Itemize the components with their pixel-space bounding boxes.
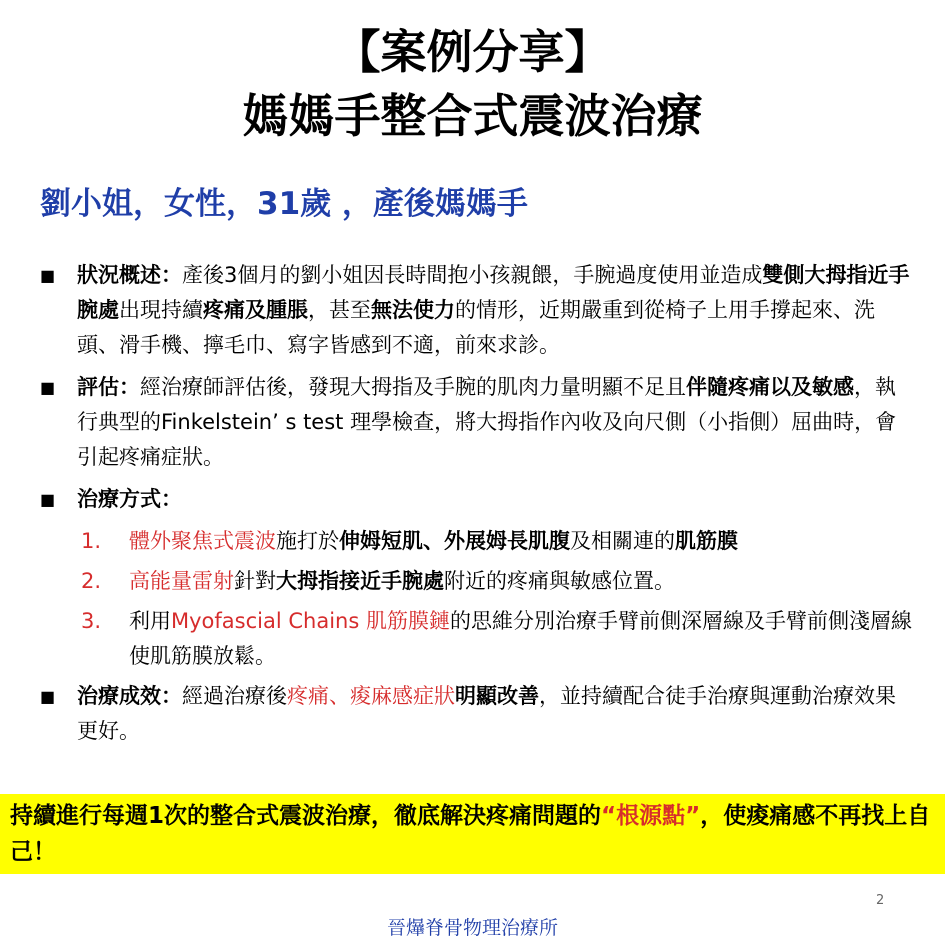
bullet-assessment: [40, 370, 912, 475]
treatment-item-prefix: 利用: [129, 609, 171, 633]
treatment-item-bold-1: 大拇指接近手腕處: [276, 569, 444, 593]
treatment-item-bold-2: 肌筋膜: [675, 529, 738, 553]
bullet-result: [40, 679, 912, 749]
result-text-2: ，並持續配合徒手治療與運動治療效果更好。: [77, 684, 896, 743]
treatment-item-number: 3.: [81, 609, 102, 633]
overview-label: 狀況概述：: [77, 263, 182, 287]
clinic-name-footer: 晉爗脊骨物理治療所: [386, 917, 558, 939]
overview-text-2: 出現持續: [119, 298, 203, 322]
assessment-text: [77, 370, 912, 475]
treatment-item-text: [129, 524, 912, 559]
overview-bold-3: 無法使力: [371, 298, 455, 322]
square-bullet-icon: ■: [40, 490, 56, 509]
assessment-text-1: 經治療師評估後，發現大拇指及手腕的肌肉力量明顯不足且: [140, 375, 686, 399]
case-content: [40, 258, 912, 756]
treatment-item-highlight: 高能量雷射: [129, 569, 234, 593]
result-highlight: 疼痛、痠麻感症狀: [287, 684, 455, 708]
bullet-overview: [40, 258, 912, 363]
result-text-1: 經過治療後: [182, 684, 287, 708]
treatment-item-text: [129, 564, 912, 599]
treatment-label: 治療方式：: [77, 487, 182, 511]
overview-bold-2: 疼痛及腫脹: [203, 298, 308, 322]
square-bullet-icon: ■: [40, 266, 56, 285]
treatment-item-text-1: 的思維分別治療手臂前側深層線及手臂前側淺層線使肌筋膜放鬆。: [129, 609, 912, 668]
banner-text-1: 持續進行每週1次的整合式震波治療，徹底解決疼痛問題的: [10, 803, 602, 829]
treatment-item: [81, 564, 912, 599]
overview-text: [77, 258, 912, 363]
page-number: 2: [876, 893, 885, 908]
result-label: 治療成效：: [77, 684, 182, 708]
banner-highlight: “根源點”: [601, 803, 701, 829]
treatment-item-number: 1.: [81, 529, 102, 553]
treatment-item-text-2: 附近的疼痛與敏感位置。: [444, 569, 675, 593]
treatment-item-highlight: Myofascial Chains 肌筋膜鏈: [171, 609, 450, 633]
treatment-item-text: [129, 604, 912, 674]
treatment-item-text-1: 施打於: [276, 529, 339, 553]
treatment-item-number: 2.: [81, 569, 102, 593]
overview-text-3: ，甚至: [308, 298, 371, 322]
overview-text-1: 產後3個月的劉小姐因長時間抱小孩親餵，手腕過度使用並造成: [182, 263, 763, 287]
square-bullet-icon: ■: [40, 687, 56, 706]
highlight-banner: [0, 794, 945, 874]
treatment-item-highlight: 體外聚焦式震波: [129, 529, 276, 553]
slide-title-line2: 媽媽手整合式震波治療: [242, 89, 703, 143]
treatment-item-text-2: 及相關連的: [570, 529, 675, 553]
banner-text-2: ，使痠痛感不再找上自己！: [10, 803, 931, 865]
slide-title-line1: 【案例分享】: [334, 25, 611, 79]
patient-subtitle: 劉小姐，女性，31歲 ，產後媽媽手: [40, 186, 528, 222]
assessment-label: 評估：: [77, 375, 140, 399]
overview-bold-1: 雙側大拇指近手腕處: [77, 263, 910, 322]
assessment-text-2: ，執行典型的Finkelstein’ s test 理學檢查，將大拇指作內收及向尺側（小指側）屈曲時，會引起疼痛症狀。: [77, 375, 897, 469]
bullet-treatment: [40, 482, 912, 517]
overview-text-4: 的情形，近期嚴重到從椅子上用手撐起來、洗頭、滑手機、擰毛巾、寫字皆感到不適，前來求診。: [77, 298, 875, 357]
result-text: [77, 679, 912, 749]
treatment-item: [81, 524, 912, 559]
treatment-item: [81, 604, 912, 674]
treatment-item-text-1: 針對: [234, 569, 276, 593]
square-bullet-icon: ■: [40, 378, 56, 397]
treatment-item-bold-1: 伸姆短肌、外展姆長肌腹: [339, 529, 570, 553]
result-bold-1: 明顯改善: [455, 684, 539, 708]
assessment-bold-1: 伴隨疼痛以及敏感: [686, 375, 854, 399]
